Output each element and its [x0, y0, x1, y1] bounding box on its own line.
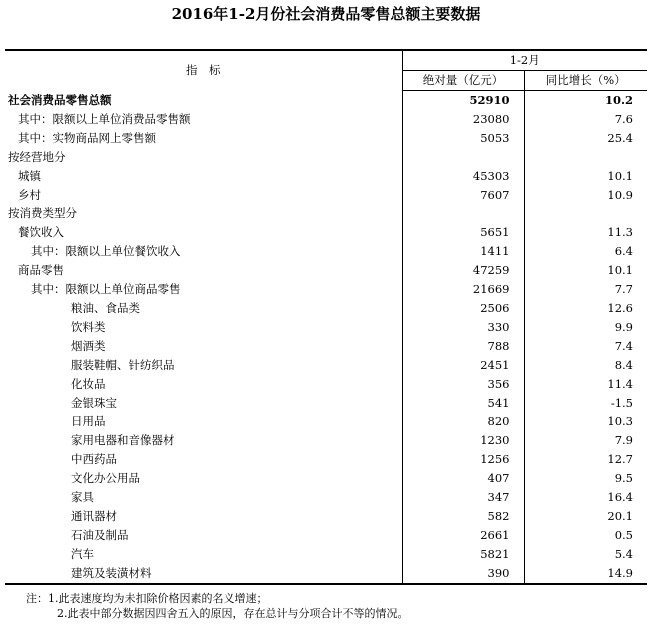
table-row [5, 526, 647, 545]
row-label: 服装鞋帽、针纺织品 [5, 356, 402, 375]
row-value: 330 [402, 318, 524, 337]
row-value: 7607 [402, 186, 524, 205]
row-growth: 6.4 [614, 244, 633, 259]
row-value: 1230 [402, 431, 524, 450]
row-value: 582 [402, 507, 524, 526]
row-growth: 5.4 [614, 546, 633, 561]
row-label: 按经营地分 [5, 148, 402, 167]
row-value: 21669 [402, 280, 524, 299]
table-row [5, 394, 647, 413]
table-row [5, 488, 647, 507]
row-growth: 10.1 [607, 168, 633, 183]
row-value: 1411 [402, 242, 524, 261]
row-label: 建筑及装潢材料 [5, 564, 402, 584]
row-label: 其中：限额以上单位消费品零售额 [5, 110, 402, 129]
table-row [5, 129, 647, 148]
row-value: 5821 [402, 545, 524, 564]
row-growth: 12.6 [607, 300, 633, 315]
row-label: 中西药品 [5, 450, 402, 469]
row-growth: 25.4 [607, 130, 633, 145]
table-row [5, 223, 647, 242]
row-growth [524, 204, 647, 223]
row-label: 金银珠宝 [5, 394, 402, 413]
table-row [5, 110, 647, 129]
row-value: 47259 [402, 261, 524, 280]
row-value: 407 [402, 469, 524, 488]
row-label: 按消费类型分 [5, 204, 402, 223]
table-row [5, 450, 647, 469]
row-label: 日用品 [5, 412, 402, 431]
table-row [5, 242, 647, 261]
table-row [5, 431, 647, 450]
row-value: 2661 [402, 526, 524, 545]
row-value: 45303 [402, 167, 524, 186]
row-value: 23080 [402, 110, 524, 129]
row-label: 汽车 [5, 545, 402, 564]
table-row [5, 412, 647, 431]
row-label: 通讯器材 [5, 507, 402, 526]
row-growth: 0.5 [614, 527, 633, 542]
row-growth: 9.9 [614, 319, 633, 334]
row-growth: 20.1 [607, 508, 633, 523]
row-value [402, 204, 524, 223]
table-row [5, 356, 647, 375]
row-value: 2506 [402, 299, 524, 318]
row-label: 社会消费品零售总额 [5, 91, 402, 110]
row-value: 52910 [402, 91, 524, 110]
row-value: 541 [402, 394, 524, 413]
footnotes [26, 591, 409, 621]
row-growth: 10.3 [607, 414, 633, 429]
row-value: 5053 [402, 129, 524, 148]
table-row [5, 204, 647, 223]
row-growth: 7.7 [614, 282, 633, 297]
row-value [402, 148, 524, 167]
table-row [5, 299, 647, 318]
row-label: 其中：限额以上单位餐饮收入 [5, 242, 402, 261]
table-body [5, 91, 647, 584]
row-growth: 11.4 [607, 376, 633, 391]
table-row [5, 261, 647, 280]
row-label: 城镇 [5, 167, 402, 186]
row-growth: 10.1 [607, 263, 633, 278]
row-growth: 7.9 [614, 433, 633, 448]
data-table [5, 49, 647, 585]
header-indicator: 指 标 [5, 50, 402, 91]
row-growth: 10.9 [607, 187, 633, 202]
row-value: 347 [402, 488, 524, 507]
row-value: 820 [402, 412, 524, 431]
header-value: 绝对量（亿元） [402, 71, 524, 91]
row-value: 5651 [402, 223, 524, 242]
table-row [5, 375, 647, 394]
row-label: 乡村 [5, 186, 402, 205]
row-growth: -1.5 [610, 395, 633, 410]
row-label: 其中：限额以上单位商品零售 [5, 280, 402, 299]
row-growth: 16.4 [607, 490, 633, 505]
table-row [5, 507, 647, 526]
row-growth: 7.4 [614, 338, 633, 353]
row-value: 2451 [402, 356, 524, 375]
row-growth: 12.7 [607, 452, 633, 467]
footnote-1: 注：1.此表速度均为未扣除价格因素的名义增速； [26, 592, 268, 605]
row-label: 石油及制品 [5, 526, 402, 545]
table-row [5, 186, 647, 205]
row-label: 家用电器和音像器材 [5, 431, 402, 450]
row-growth [524, 148, 647, 167]
header-period: 1-2月 [402, 50, 647, 71]
table-row [5, 167, 647, 186]
row-value: 390 [402, 564, 524, 584]
row-label: 文化办公用品 [5, 469, 402, 488]
footnote-2: 2.此表中部分数据因四舍五入的原因，存在总计与分项合计不等的情况。 [57, 607, 409, 620]
row-label: 饮料类 [5, 318, 402, 337]
table-row [5, 280, 647, 299]
row-label: 家具 [5, 488, 402, 507]
header-growth: 同比增长（%） [524, 71, 647, 91]
row-label: 其中：实物商品网上零售额 [5, 129, 402, 148]
row-growth: 14.9 [524, 564, 647, 584]
table-row [5, 469, 647, 488]
row-label: 商品零售 [5, 261, 402, 280]
table-row [5, 545, 647, 564]
row-label: 化妆品 [5, 375, 402, 394]
table-row [5, 91, 647, 110]
row-growth: 10.2 [604, 93, 633, 107]
row-label: 粮油、食品类 [5, 299, 402, 318]
table-row [5, 148, 647, 167]
row-value: 356 [402, 375, 524, 394]
row-growth: 9.5 [614, 471, 633, 486]
row-value: 1256 [402, 450, 524, 469]
page-title: 2016年1-2月份社会消费品零售总额主要数据 [171, 5, 481, 23]
row-growth: 8.4 [614, 357, 633, 372]
row-growth: 7.6 [614, 111, 633, 126]
row-growth: 11.3 [607, 225, 633, 240]
table-row [5, 337, 647, 356]
row-value: 788 [402, 337, 524, 356]
row-label: 烟酒类 [5, 337, 402, 356]
table-row [5, 318, 647, 337]
table-row [5, 564, 647, 584]
row-label: 餐饮收入 [5, 223, 402, 242]
